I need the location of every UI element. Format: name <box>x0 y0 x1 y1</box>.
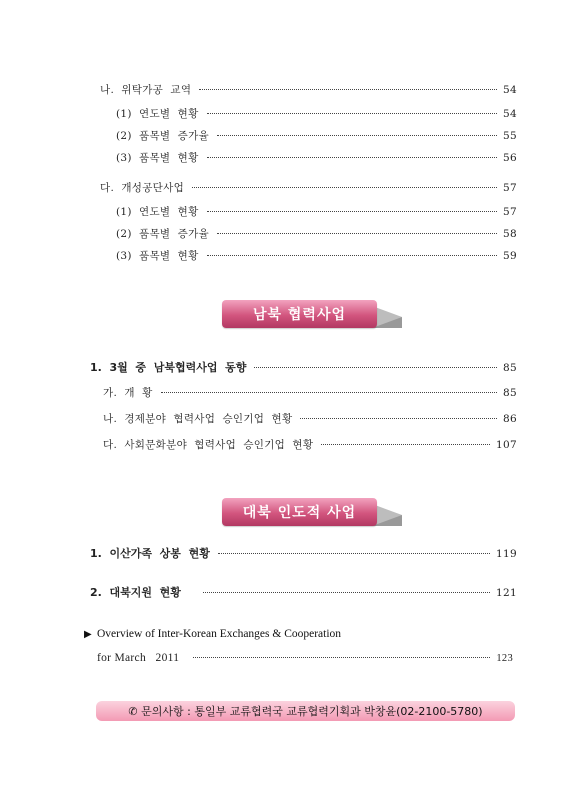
toc-entry-label: (2) 품목별 증가율 <box>116 228 209 240</box>
toc-entry-page: 107 <box>496 439 517 451</box>
toc-entry-page: 123 <box>496 653 513 664</box>
toc-entry-label: 나. 경제분야 협력사업 승인기업 현황 <box>103 413 293 425</box>
toc-entry[interactable] <box>100 180 517 195</box>
toc-entry[interactable] <box>103 385 517 400</box>
toc-entry-label: 다. 개성공단사업 <box>100 182 185 194</box>
toc-entry-label: 다. 사회문화분야 협력사업 승인기업 현황 <box>103 439 314 451</box>
toc-entry-label: (3) 품목별 현황 <box>116 250 199 262</box>
toc-entry[interactable] <box>116 226 517 241</box>
toc-entry-label: (1) 연도별 현황 <box>116 108 199 120</box>
toc-entry-overview[interactable] <box>97 652 513 664</box>
toc-entry[interactable] <box>90 359 517 375</box>
toc-entry[interactable] <box>90 584 517 600</box>
toc-entry-label: 1. 3월 중 남북협력사업 동향 <box>90 361 247 374</box>
leader-dots <box>300 418 497 419</box>
toc-entry[interactable] <box>90 545 517 561</box>
section-banner-inter-korean-cooperation <box>222 300 402 330</box>
banner-title: 대북 인도적 사업 <box>222 498 377 526</box>
toc-entry-label: 나. 위탁가공 교역 <box>100 84 192 96</box>
toc-entry[interactable] <box>116 106 517 121</box>
toc-entry-page: 57 <box>503 182 517 194</box>
triangle-marker-icon: ▶ <box>84 629 92 640</box>
toc-entry-page: 54 <box>503 108 517 120</box>
toc-entry-label: for March 2011 <box>97 652 180 664</box>
leader-dots <box>207 113 497 114</box>
toc-entry-page: 55 <box>503 130 517 142</box>
toc-entry-page: 119 <box>496 548 517 560</box>
toc-entry-page: 57 <box>503 206 517 218</box>
toc-entry[interactable] <box>116 248 517 263</box>
toc-entry-page: 85 <box>503 362 517 374</box>
toc-entry-page: 86 <box>503 413 517 425</box>
toc-entry-page: 56 <box>503 152 517 164</box>
toc-entry-label: (1) 연도별 현황 <box>116 206 199 218</box>
leader-dots <box>207 157 497 158</box>
toc-entry-label: 2. 대북지원 현황 <box>90 586 181 599</box>
toc-entry-label: 가. 개 황 <box>103 387 153 399</box>
toc-entry[interactable] <box>103 437 517 452</box>
banner-title: 남북 협력사업 <box>222 300 377 328</box>
leader-dots <box>217 233 497 234</box>
leader-dots <box>199 89 497 90</box>
leader-dots <box>254 367 497 368</box>
toc-entry-page: 58 <box>503 228 517 240</box>
section-banner-humanitarian-aid <box>222 498 402 528</box>
toc-entry[interactable] <box>116 204 517 219</box>
leader-dots <box>207 211 497 212</box>
leader-dots <box>161 392 498 393</box>
toc-entry[interactable] <box>100 82 517 97</box>
leader-dots <box>218 553 490 554</box>
leader-dots <box>217 135 497 136</box>
leader-dots <box>192 187 497 188</box>
toc-entry-page: 59 <box>503 250 517 262</box>
contact-info-bar: ✆ 문의사항 : 통일부 교류협력국 교류협력기획과 박창윤(02-2100-5780) <box>96 701 515 721</box>
toc-entry[interactable] <box>116 128 517 143</box>
toc-entry[interactable] <box>116 150 517 165</box>
leader-dots <box>203 592 490 593</box>
toc-entry-label: (2) 품목별 증가율 <box>116 130 209 142</box>
leader-dots <box>193 657 490 658</box>
overview-title[interactable]: Overview of Inter-Korean Exchanges & Cooperation <box>97 628 342 640</box>
toc-entry-label: (3) 품목별 현황 <box>116 152 199 164</box>
toc-entry-page: 54 <box>503 84 517 96</box>
toc-entry-label: 1. 이산가족 상봉 현황 <box>90 547 210 560</box>
leader-dots <box>321 444 490 445</box>
leader-dots <box>207 255 497 256</box>
toc-entry-page: 85 <box>503 387 517 399</box>
toc-entry[interactable] <box>103 411 517 426</box>
toc-entry-page: 121 <box>496 587 517 599</box>
